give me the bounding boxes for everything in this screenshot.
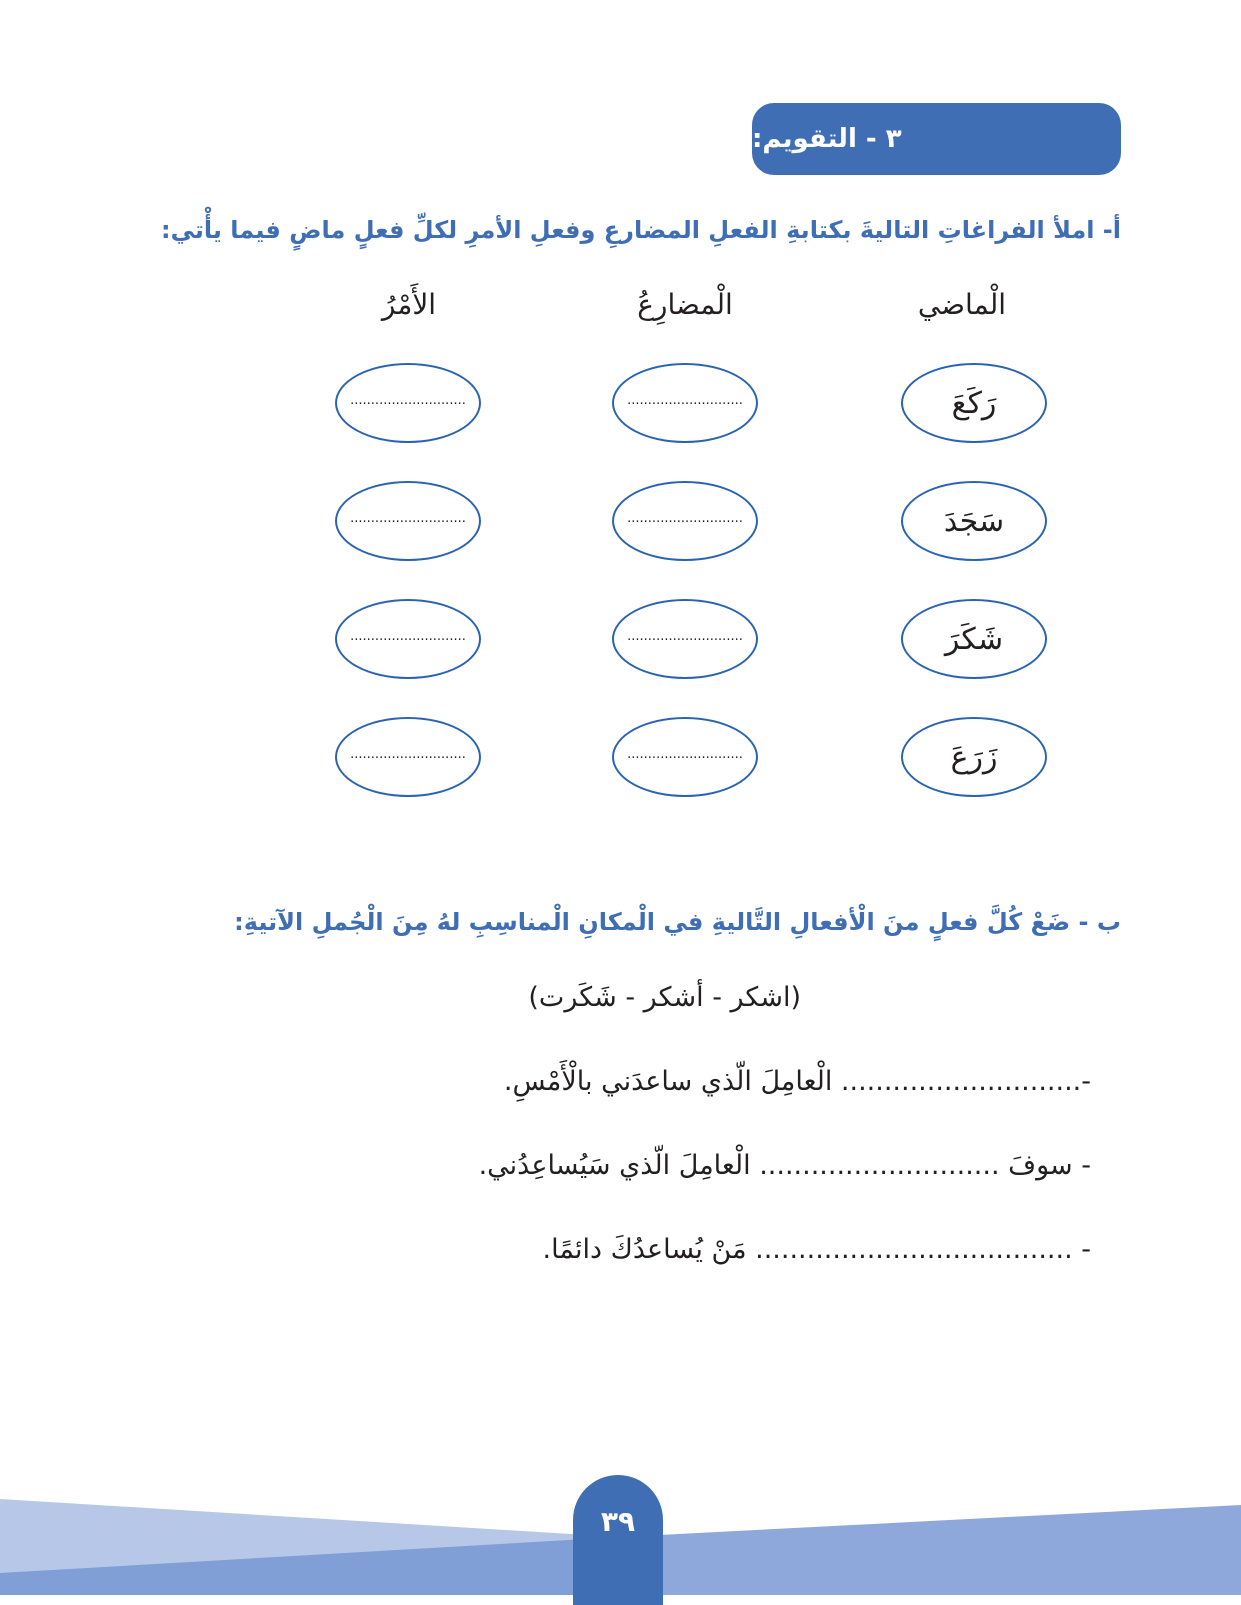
past-verb: سَجَدَ (943, 503, 1005, 539)
past-verb: رَكَعَ (951, 385, 997, 421)
blank-dots: ............................ (350, 510, 466, 526)
page-number-badge (573, 1475, 663, 1605)
verb-choices: (اشكر - أشكر - شَكَرت) (528, 982, 801, 1013)
blank-dots: ............................ (627, 392, 743, 408)
past-verb-oval (901, 599, 1047, 679)
present-answer-blank[interactable] (612, 599, 758, 679)
fill-in-sentence[interactable]: -............................ الْعامِلَ الّذي ساعدَني بالْأَمْسِ. (503, 1066, 1091, 1097)
imperative-answer-blank[interactable] (335, 599, 481, 679)
past-verb-oval (901, 481, 1047, 561)
blank-dots: ............................ (627, 746, 743, 762)
page-number: ٣٩ (600, 1505, 636, 1538)
present-answer-blank[interactable] (612, 717, 758, 797)
past-verb-oval (901, 363, 1047, 443)
fill-in-sentence[interactable]: - سوفَ ............................ الْعامِلَ الّذي سَيُساعِدُني. (478, 1150, 1091, 1181)
exercise-a-instruction: أ- املأ الفراغاتِ التاليةَ بكتابةِ الفعلِ المضارعِ وفعلِ الأمرِ لكلِّ فعلٍ ماضٍ فيما يأْتي: (161, 216, 1121, 244)
imperative-answer-blank[interactable] (335, 481, 481, 561)
present-answer-blank[interactable] (612, 363, 758, 443)
imperative-answer-blank[interactable] (335, 717, 481, 797)
column-header-past: الْماضي (917, 288, 1007, 321)
blank-dots: ............................ (350, 628, 466, 644)
past-verb-oval (901, 717, 1047, 797)
blank-dots: ............................ (627, 628, 743, 644)
past-verb: شَكَرَ (944, 621, 1004, 657)
imperative-answer-blank[interactable] (335, 363, 481, 443)
section-title: ٣ - التقويم: (752, 124, 902, 154)
blank-dots: ............................ (350, 746, 466, 762)
blank-dots: ............................ (627, 510, 743, 526)
present-answer-blank[interactable] (612, 481, 758, 561)
footer-band-mid-right (620, 1505, 1241, 1595)
section-title-banner (752, 103, 1121, 175)
column-header-imperative: الأَمْرُ (381, 288, 437, 321)
column-header-present: الْمضارِعُ (637, 288, 733, 321)
fill-in-sentence[interactable]: - ..................................... مَنْ يُساعدُكَ دائمًا. (542, 1234, 1091, 1265)
exercise-b-instruction: ب - ضَعْ كُلَّ فعلٍ منَ الْأفعالِ التَّاليةِ في الْمكانِ الْمناسِبِ لهُ مِنَ الْجُملِ الآتيةِ: (234, 908, 1121, 936)
past-verb: زَرَعَ (950, 739, 998, 775)
blank-dots: ............................ (350, 392, 466, 408)
